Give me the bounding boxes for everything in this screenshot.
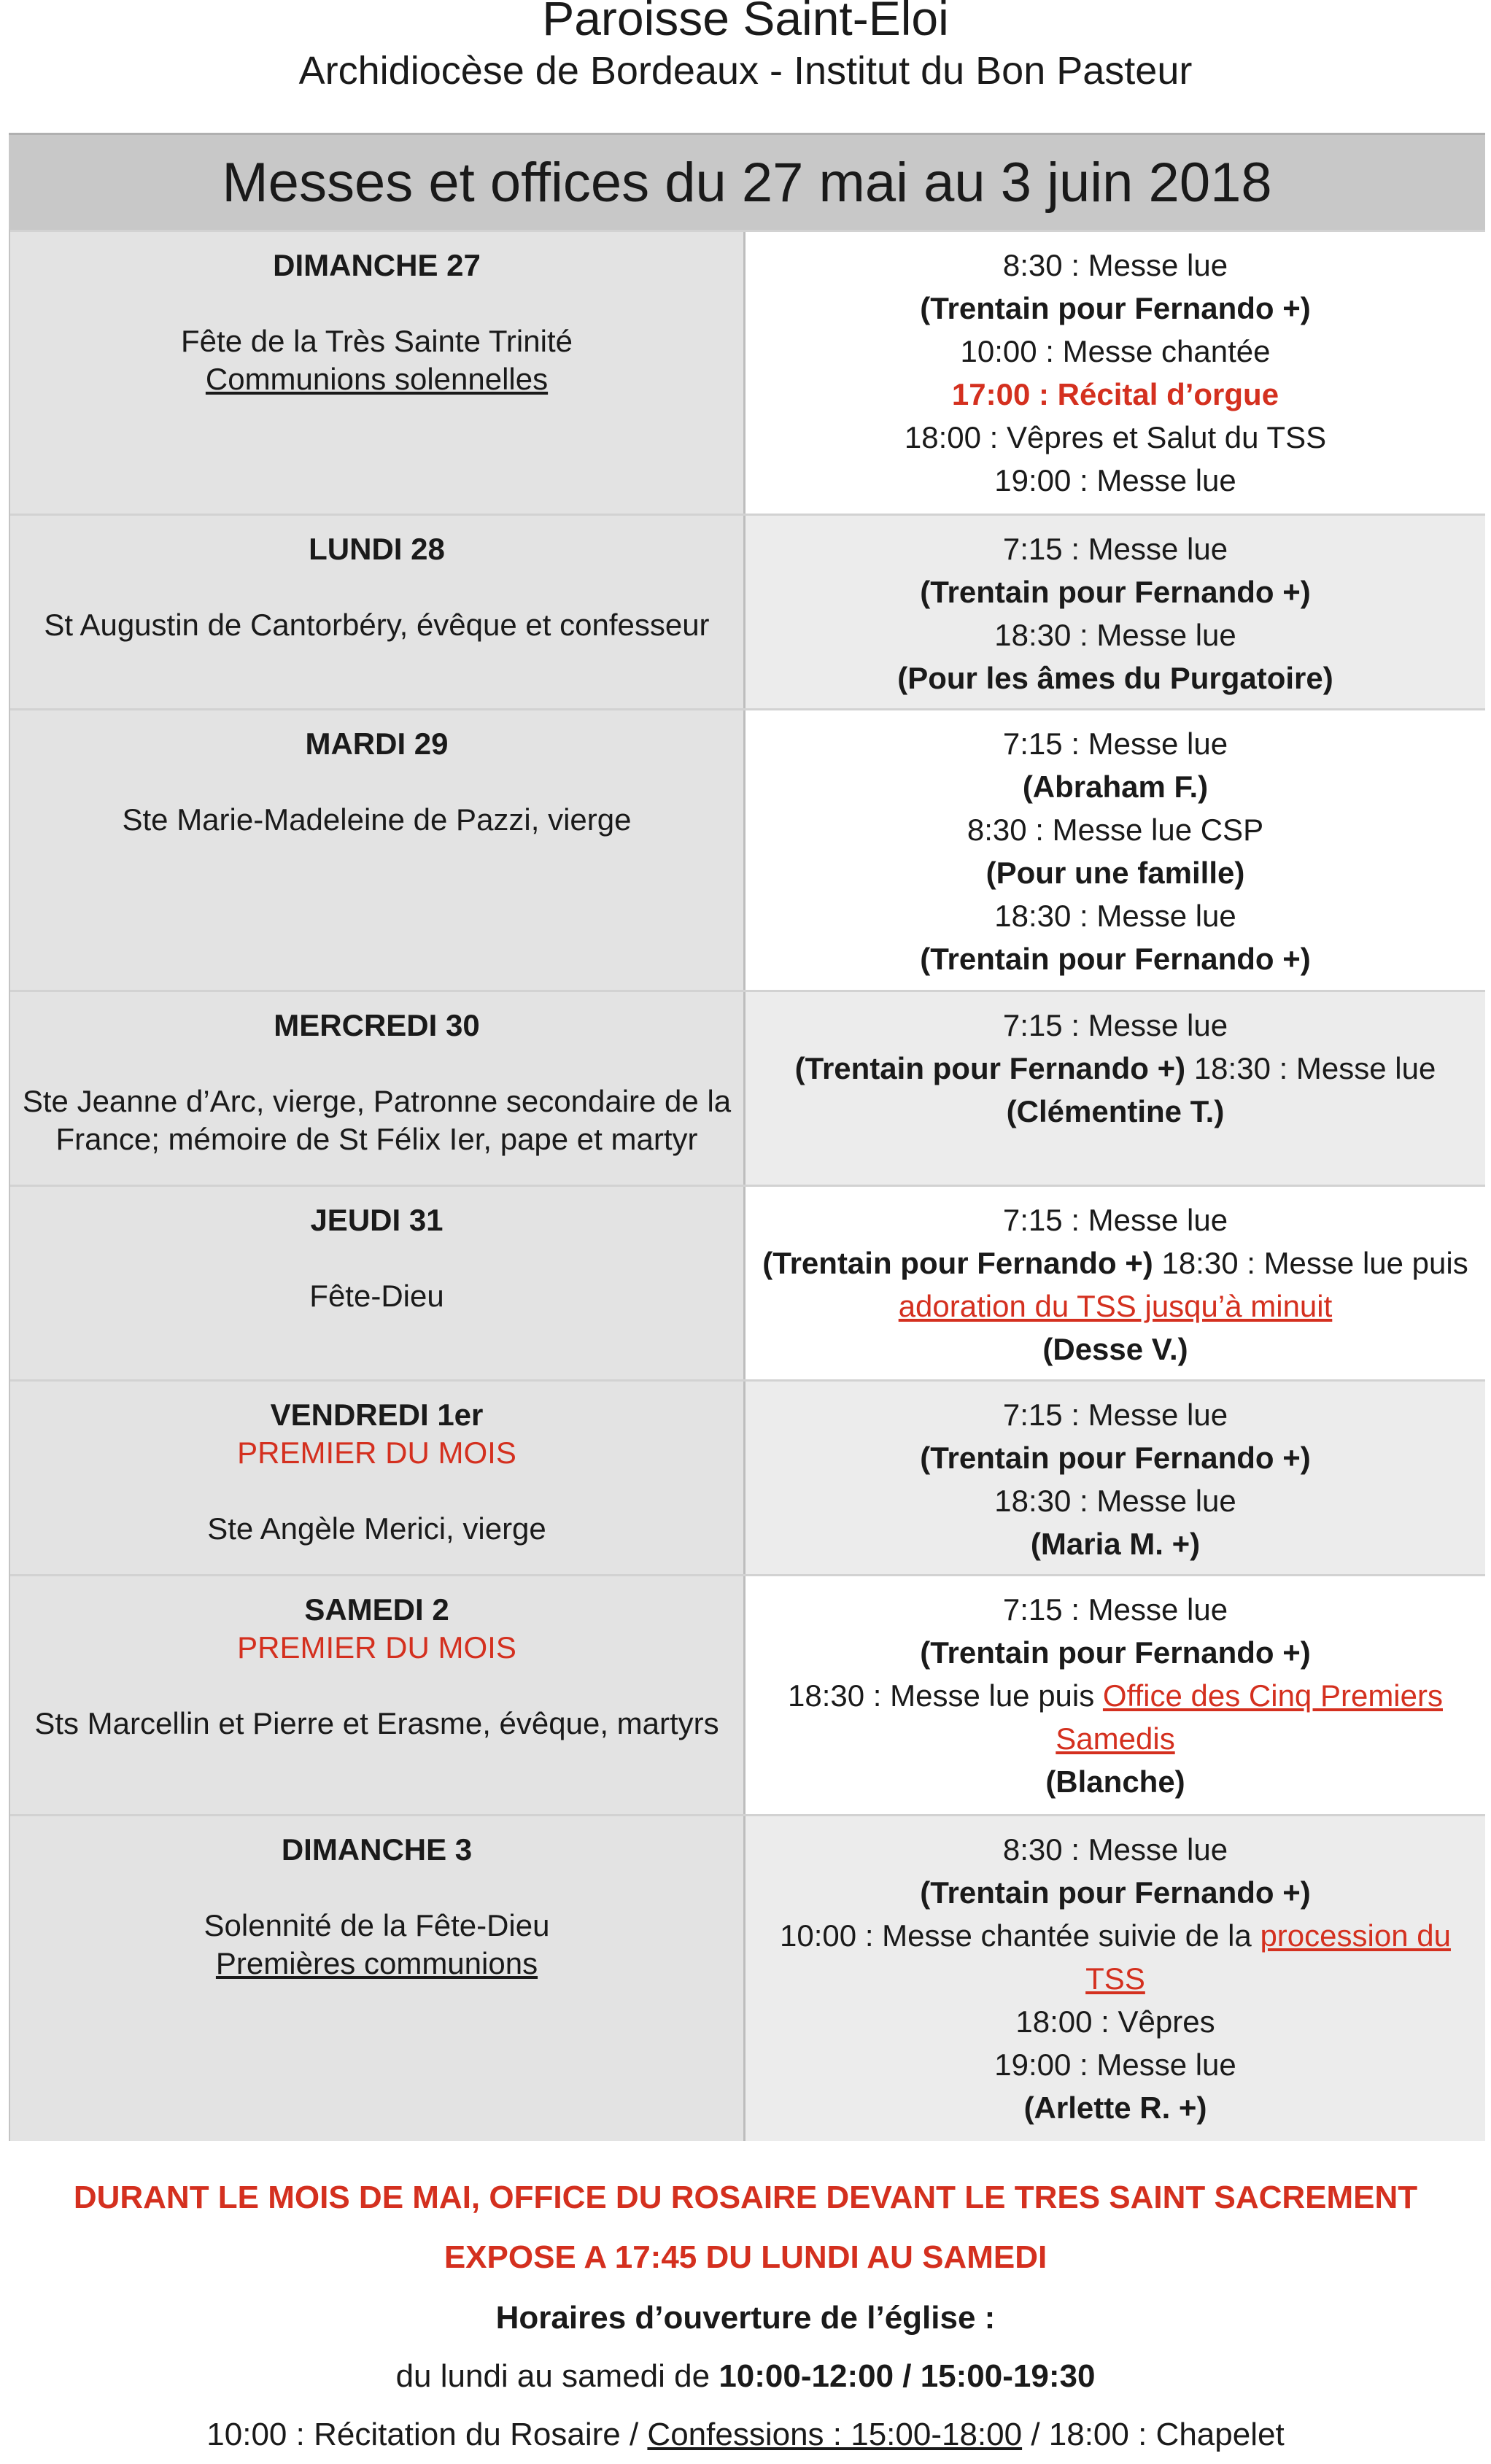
mass-cell <box>746 992 1485 1185</box>
mass-intention: (Trentain pour Fernando +) <box>920 575 1311 609</box>
feast-name: Ste Angèle Merici, vierge <box>207 1511 546 1546</box>
mass-cell <box>746 710 1485 990</box>
day-row <box>10 1814 1485 2141</box>
mass-line: 19:00 : Messe lue <box>994 463 1236 497</box>
mass-line: 18:30 : Messe lue <box>994 1484 1236 1518</box>
mass-time: 10:00 : Messe chantée suivie de la <box>780 1918 1260 1953</box>
daily-schedule-line <box>0 2406 1491 2464</box>
mass-intention: (Trentain pour Fernando +) <box>794 1051 1186 1085</box>
feast-name: Ste Jeanne d’Arc, vierge, Patronne secondaire de la France; mémoire de St Félix Ier, pape et martyr <box>22 1084 732 1156</box>
mass-intention: (Pour une famille) <box>985 856 1245 890</box>
day-cell <box>10 992 746 1185</box>
day-row <box>10 708 1485 990</box>
mass-intention: (Blanche) <box>1045 1764 1185 1799</box>
diocese-name: Archidiocèse de Bordeaux - Institut du Bon Pasteur <box>298 49 1193 93</box>
mass-line: 7:15 : Messe lue <box>1002 1398 1228 1432</box>
mass-time: 18:30 : Messe lue <box>1185 1051 1436 1085</box>
parish-name: Paroisse Saint-Eloi <box>542 0 949 45</box>
opening-hours-title: Horaires d’ouverture de l’église : <box>495 2300 996 2336</box>
mass-intention: (Clémentine T.) <box>1006 1094 1225 1128</box>
mass-intention: (Trentain pour Fernando +) <box>920 1875 1311 1910</box>
mass-intention: (Trentain pour Fernando +) <box>762 1246 1153 1280</box>
feast-name: Fête de la Très Sainte Trinité <box>181 324 573 358</box>
confessions-link[interactable]: Confessions : 15:00-18:00 <box>647 2417 1023 2452</box>
mass-time: 18:30 : Messe lue puis <box>788 1678 1103 1713</box>
mass-cell <box>746 516 1485 708</box>
adoration-link[interactable]: adoration du TSS jusqu’à minuit <box>898 1289 1333 1323</box>
day-note: Premières communions <box>215 1946 538 1980</box>
mass-line: 10:00 : Messe chantée <box>960 334 1271 368</box>
mass-line: 18:30 : Messe lue <box>994 899 1236 933</box>
footer <box>0 2168 1491 2464</box>
day-row <box>10 1185 1485 1379</box>
day-note: Communions solennelles <box>205 362 549 396</box>
day-cell <box>10 516 746 708</box>
header <box>0 0 1491 95</box>
rosary-notice-line-2: EXPOSE A 17:45 DU LUNDI AU SAMEDI <box>444 2239 1047 2275</box>
mass-time: 18:30 : Messe lue puis <box>1153 1246 1468 1280</box>
organ-recital: 17:00 : Récital d’orgue <box>951 377 1279 411</box>
mass-intention: (Desse V.) <box>1042 1332 1188 1366</box>
mass-line: 19:00 : Messe lue <box>994 2047 1236 2082</box>
day-row <box>10 230 1485 514</box>
mass-cell <box>746 1816 1485 2141</box>
mass-line: 8:30 : Messe lue CSP <box>967 813 1264 847</box>
day-cell <box>10 710 746 990</box>
day-name: MARDI 29 <box>305 727 449 761</box>
mass-cell <box>746 1187 1485 1379</box>
mass-line: 18:00 : Vêpres <box>1015 2004 1215 2039</box>
feast-name: Fête-Dieu <box>309 1279 444 1313</box>
day-row <box>10 1379 1485 1574</box>
mass-line: 7:15 : Messe lue <box>1002 1592 1228 1627</box>
mass-line: 7:15 : Messe lue <box>1002 532 1228 566</box>
mass-line: 7:15 : Messe lue <box>1002 1203 1228 1237</box>
schedule-rows <box>9 230 1485 2141</box>
chapelet-time: / 18:00 : Chapelet <box>1022 2417 1285 2452</box>
procession-link[interactable]: procession du TSS <box>1085 1918 1451 1996</box>
office-link[interactable]: Office des Cinq Premiers Samedis <box>1056 1678 1443 1756</box>
day-cell <box>10 1576 746 1814</box>
mass-cell <box>746 1382 1485 1574</box>
feast-name: Ste Marie-Madeleine de Pazzi, vierge <box>122 802 632 837</box>
premier-du-mois: PREMIER DU MOIS <box>237 1630 516 1665</box>
mass-intention: (Abraham F.) <box>1022 770 1209 804</box>
day-row <box>10 990 1485 1185</box>
mass-line <box>760 1241 1471 1285</box>
mass-line: 18:00 : Vêpres et Salut du TSS <box>904 420 1327 454</box>
mass-line: 8:30 : Messe lue <box>1002 1832 1228 1867</box>
schedule-table <box>9 133 1485 2141</box>
mass-line: 7:15 : Messe lue <box>1002 727 1228 761</box>
feast-name: Sts Marcellin et Pierre et Erasme, évêque, martyrs <box>34 1706 719 1740</box>
mass-intention: (Trentain pour Fernando +) <box>920 942 1311 976</box>
day-name: VENDREDI 1er <box>270 1398 484 1432</box>
day-name: LUNDI 28 <box>309 532 445 566</box>
mass-line <box>760 1047 1471 1090</box>
mass-line: 7:15 : Messe lue <box>1002 1008 1228 1042</box>
day-name: SAMEDI 2 <box>304 1592 449 1627</box>
day-cell <box>10 232 746 514</box>
mass-cell <box>746 232 1485 514</box>
day-cell <box>10 1187 746 1379</box>
mass-line: 8:30 : Messe lue <box>1002 248 1228 282</box>
day-cell <box>10 1816 746 2141</box>
day-row <box>10 1574 1485 1814</box>
mass-intention: (Arlette R. +) <box>1023 2091 1207 2125</box>
day-name: JEUDI 31 <box>310 1203 444 1237</box>
mass-intention: (Trentain pour Fernando +) <box>920 1635 1311 1670</box>
mass-line <box>760 1674 1471 1760</box>
mass-line <box>760 1914 1471 2000</box>
feast-name: St Augustin de Cantorbéry, évêque et confesseur <box>44 608 710 642</box>
opening-hours-line <box>0 2347 1491 2406</box>
day-name: DIMANCHE 27 <box>273 248 481 282</box>
mass-intention: (Trentain pour Fernando +) <box>920 1441 1311 1475</box>
day-row <box>10 514 1485 708</box>
mass-intention: (Pour les âmes du Purgatoire) <box>897 661 1333 695</box>
rosary-notice-line-1: DURANT LE MOIS DE MAI, OFFICE DU ROSAIRE DEVANT LE TRES SAINT SACREMENT <box>73 2180 1418 2215</box>
opening-prefix: du lundi au samedi de <box>395 2358 719 2394</box>
premier-du-mois: PREMIER DU MOIS <box>237 1436 516 1470</box>
opening-hours: 10:00-12:00 / 15:00-19:30 <box>719 2358 1096 2394</box>
feast-name: Solennité de la Fête-Dieu <box>204 1908 550 1942</box>
mass-intention: (Maria M. +) <box>1030 1527 1201 1561</box>
day-cell <box>10 1382 746 1574</box>
mass-line: 18:30 : Messe lue <box>994 618 1236 652</box>
mass-cell <box>746 1576 1485 1814</box>
day-name: MERCREDI 30 <box>274 1008 480 1042</box>
schedule-title: Messes et offices du 27 mai au 3 juin 2018 <box>9 133 1485 230</box>
day-name: DIMANCHE 3 <box>281 1832 473 1867</box>
mass-intention: (Trentain pour Fernando +) <box>920 291 1311 325</box>
rosary-time: 10:00 : Récitation du Rosaire / <box>206 2417 648 2452</box>
